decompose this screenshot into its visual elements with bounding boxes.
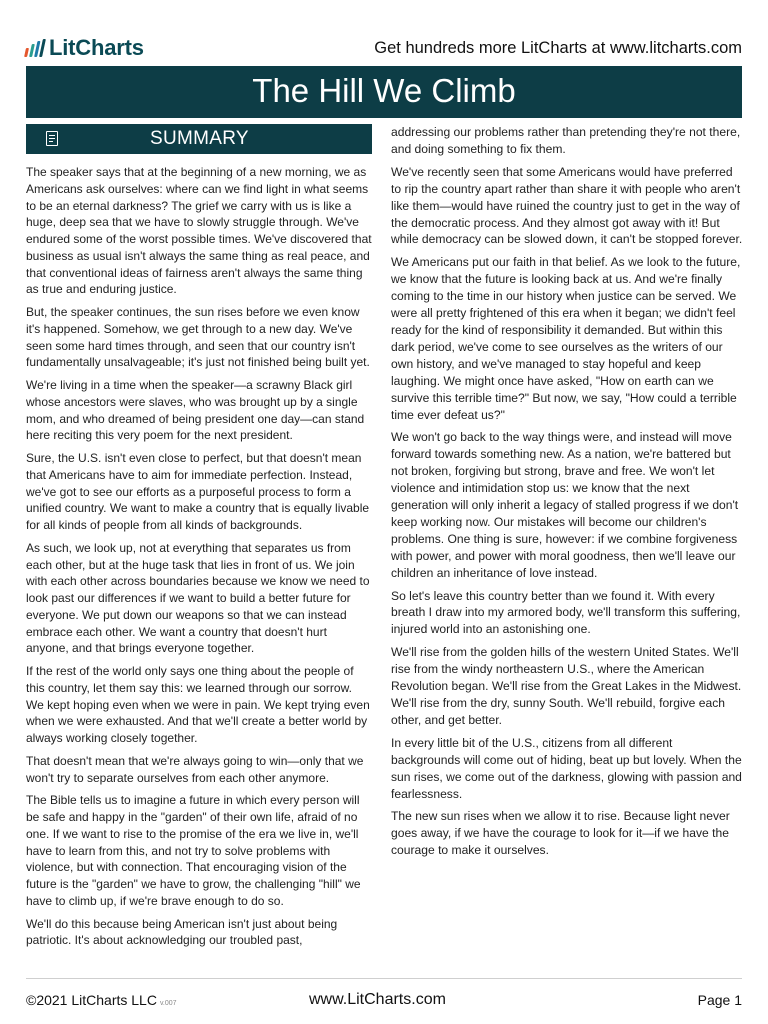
summary-paragraph: If the rest of the world only says one thing about the people of this country, let them say this: we learned through our sorrow. We kept hoping even when we were in pain. We kept trying even when we were exhausted. And that we'll create a better world by always working closely together. — [26, 664, 370, 745]
footer-copyright — [26, 992, 177, 1008]
summary-paragraph: As such, we look up, not at everything that separates us from each other, but at the huge task that lies in front of us. We join with each other across boundaries because we know we need to look past our differences if we want to build a better future for everyone. We put down our weapons so that we can instead embrace each other. We want a country that doesn't hurt anyone, and that brings everyone together. — [26, 540, 370, 656]
summary-paragraph: The Bible tells us to imagine a future in which every person will be safe and happy in the "garden" of their own life, afraid of no one. If we want to rise to the promise of the era we live in, we'll have to learn from this, and not try to solve problems with violence, but with connection. That encouraging vision of the future is the "garden" we have to grow, the challenging "hill" we have to climb up, if we're brave enough to do so. — [26, 793, 361, 908]
summary-paragraph: We'll rise from the golden hills of the western United States. We'll rise from the windy northeastern U.S., where the American Revolution began. We'll rise from the Great Lakes in the Midwest. We'll rise from the dry, sunny South. We'll rebuild, forgive each other, and get better. — [391, 645, 742, 727]
left-column — [26, 124, 372, 955]
page-title: The Hill We Climb — [252, 72, 516, 109]
summary-paragraph: addressing our problems rather than pretending they're not there, and doing something to fix them. — [391, 125, 741, 156]
summary-paragraph: That doesn't mean that we're always going to win—only that we won't try to separate ourselves from each other anymore. — [26, 753, 364, 785]
page-header — [26, 36, 742, 60]
logo-bars-icon — [24, 39, 46, 57]
right-column — [391, 124, 743, 865]
title-banner — [26, 66, 742, 118]
summary-paragraph: We're living in a time when the speaker—a scrawny Black girl whose ancestors were slaves, who was brought up by a single mom, and who dreamed of being president one day—can stand here reciting this very poem for the next president. — [26, 378, 365, 443]
litcharts-logo[interactable] — [26, 36, 144, 60]
header-promo-link[interactable]: Get hundreds more LitCharts at www.litcharts.com — [374, 39, 742, 57]
summary-paragraph: The new sun rises when we allow it to rise. Because light never goes away, if we have the courage to look for it—if we have the courage to make it ourselves. — [391, 809, 730, 858]
summary-paragraph: We Americans put our faith in that belief. As we look to the future, we know that the future is looking back at us. And we're finally coming to the time in our history when justice can be served. We were all pretty frightened of this era when it began; we didn't feel ready for the kind of responsibility it demanded. But within this dark period, we've come to see ourselves as the writers of our own history, and we've managed to stay hopeful and keep laughing. We might once have asked, "How on earth can we survive this terrible time?" But now, we say, "How could a terrible time ever defeat us?" — [391, 255, 741, 422]
document-icon — [46, 131, 58, 146]
summary-heading-bar — [26, 124, 372, 154]
summary-paragraph: We won't go back to the way things were, and instead will move forward towards something new. As a nation, we're battered but not broken, forgiving but strong, brave and free. We won't let violence and intimidation stop us: we know that the next generation will only inherit a legacy of stalled progress if we don't keep working now. Our mistakes will become our children's problems. One thing is sure, however: if we combine forgiveness with power, and power with moral goodness, then we'll leave our children an inheritance of love instead. — [391, 430, 739, 580]
logo-text: LitCharts — [49, 35, 144, 60]
summary-right-text — [391, 124, 743, 859]
summary-paragraph: But, the speaker continues, the sun rises before we even know it's happened. Somehow, we get through to a new day. We've seen some hard times through, and seen that our country isn't fundamentally unsalvageable; it's just not finished being built yet. — [26, 305, 370, 370]
copyright-text: ©2021 LitCharts LLC — [26, 992, 157, 1008]
summary-heading: SUMMARY — [150, 128, 249, 149]
summary-paragraph: We've recently seen that some Americans would have preferred to rip the country apart rather than share it with people who aren't like them—would have ruined the country just to get in the way of the democratic process. And they almost got away with it! But while democracy can be slowed down, it can't be stopped forever. — [391, 164, 743, 247]
summary-paragraph: The speaker says that at the beginning of a new morning, we as Americans ask ourselves: where can we find light in what seems to be an eternal darkness? The grief we carry with us is like a huge, deep sea that we have to slowly struggle through. We've endured some of the worst possible times. We've discovered that business as usual isn't always the same thing as real peace, and that conventional ideas of fairness aren't always the same thing as true and enduring justice. — [26, 165, 372, 297]
footer-divider — [26, 978, 742, 979]
summary-paragraph: So let's leave this country better than we found it. With every breath I draw into my armored body, we'll transform this suffering, injured world into an astonishing one. — [391, 588, 741, 637]
version-label: v.007 — [159, 1000, 177, 1007]
summary-paragraph: Sure, the U.S. isn't even close to perfect, but that doesn't mean that Americans have to aim for immediate perfection. Instead, we've got to see our efforts as a purposeful process to form a unified country. We want to make a country that is equally livable for all kinds of people from all kinds of backgrounds. — [26, 451, 370, 532]
footer-site-link[interactable]: www.LitCharts.com — [309, 991, 446, 1008]
page-footer — [26, 990, 742, 1012]
summary-left-text — [26, 164, 372, 949]
summary-paragraph: In every little bit of the U.S., citizens from all different backgrounds will come out of hiding, beat up but lovely. When the sun rises, we come out of the darkness, glowing with passion and fearlessness. — [391, 735, 742, 801]
summary-paragraph: We'll do this because being American isn't just about being patriotic. It's about acknowledging our troubled past, — [26, 916, 338, 948]
page-number: Page 1 — [697, 992, 742, 1008]
